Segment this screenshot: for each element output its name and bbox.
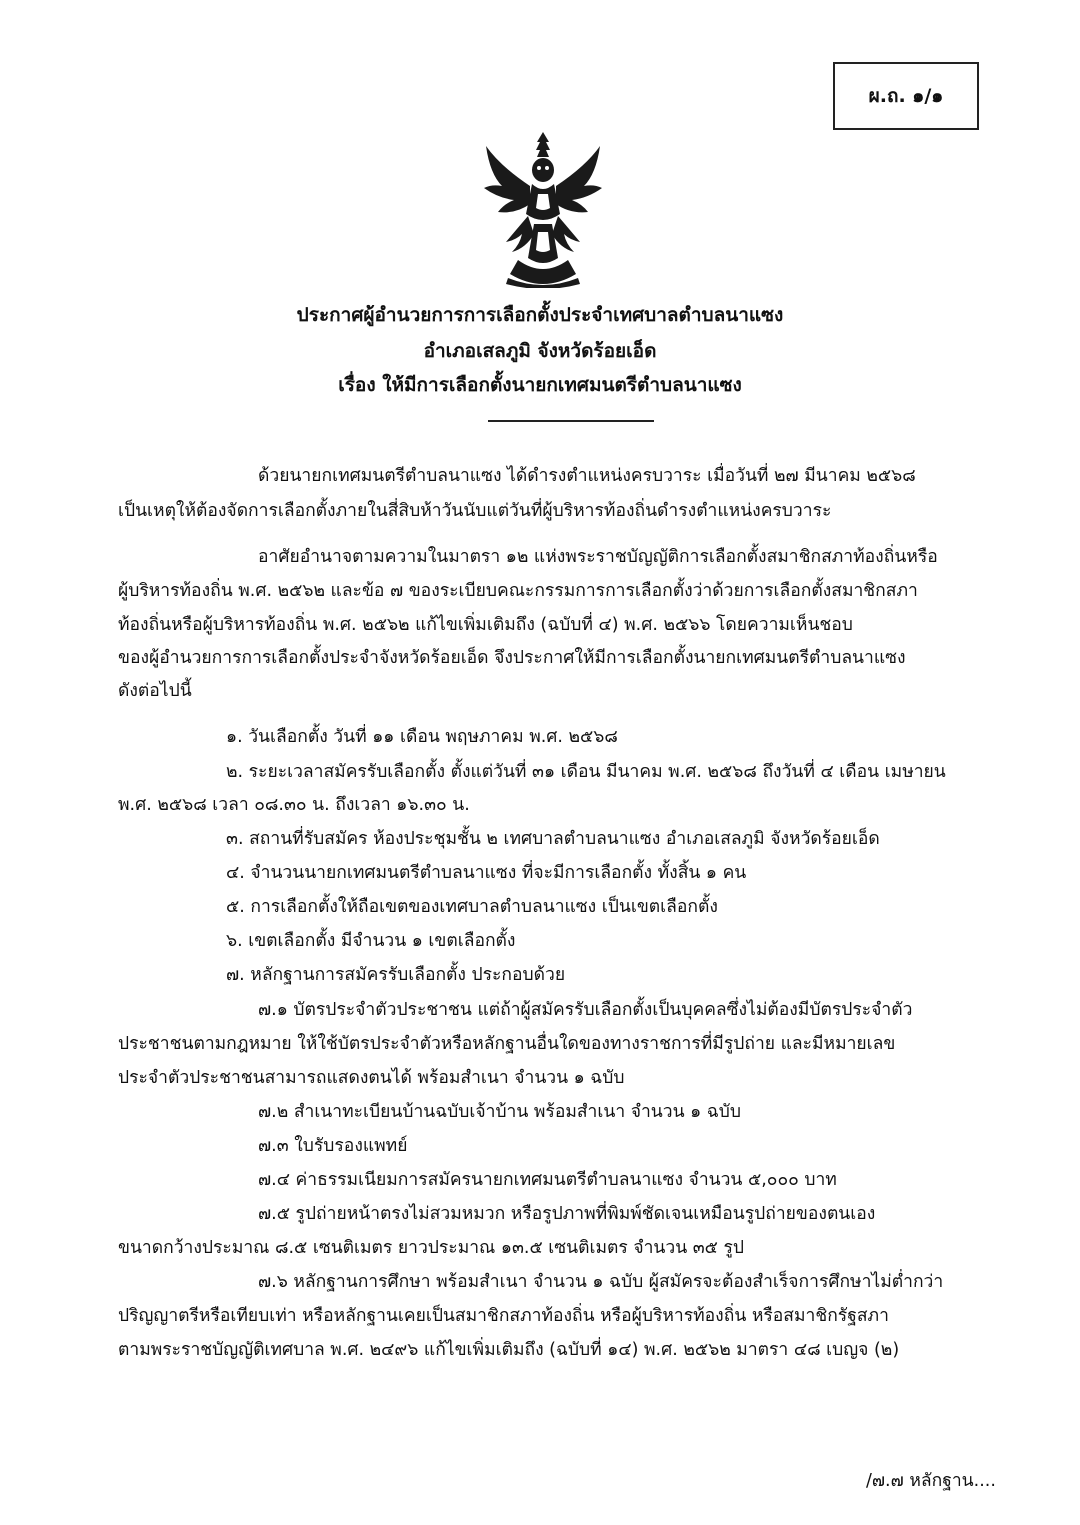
sub-7-5-line-2: ขนาดกว้างประมาณ ๘.๕ เซนติเมตร ยาวประมาณ ๑๓.๕ เซนติเมตร จำนวน ๓๕ รูป xyxy=(118,1238,745,1258)
title-line-1: ประกาศผู้อำนวยการการเลือกตั้งประจำเทศบาลตำบลนาแซง xyxy=(296,304,784,326)
title-line-2: อำเภอเสลภูมิ จังหวัดร้อยเอ็ด xyxy=(423,340,657,362)
title-divider xyxy=(488,420,654,422)
sub-7-6-line-2: ปริญญาตรีหรือเทียบเท่า หรือหลักฐานเคยเป็นสมาชิกสภาท้องถิ่น หรือผู้บริหารท้องถิ่น หรือสมาชิกรัฐสภา xyxy=(118,1306,889,1326)
sub-7-6-line-3: ตามพระราชบัญญัติเทศบาล พ.ศ. ๒๔๙๖ แก้ไขเพิ่มเติมถึง (ฉบับที่ ๑๔) พ.ศ. ๒๕๖๒ มาตรา ๔๘ เบญจ (๒) xyxy=(118,1340,900,1360)
item-3: ๓. สถานที่รับสมัคร ห้องประชุมชั้น ๒ เทศบาลตำบลนาแซง อำเภอเสลภูมิ จังหวัดร้อยเอ็ด xyxy=(226,829,880,849)
para2-line-4: ของผู้อำนวยการการเลือกตั้งประจำจังหวัดร้อยเอ็ด จึงประกาศให้มีการเลือกตั้งนายกเทศมนตรีตำบลนาแซง xyxy=(118,648,906,668)
item-5: ๕. การเลือกตั้งให้ถือเขตของเทศบาลตำบลนาแซง เป็นเขตเลือกตั้ง xyxy=(226,897,718,917)
para2-line-2: ผู้บริหารท้องถิ่น พ.ศ. ๒๕๖๒ และข้อ ๗ ของระเบียบคณะกรรมการการเลือกตั้งว่าด้วยการเลือกตั้งสมาชิกสภา xyxy=(118,581,918,601)
form-code-box: ผ.ถ. ๑/๑ xyxy=(833,62,979,130)
para1-line-1: ด้วยนายกเทศมนตรีตำบลนาแซง ได้ดำรงตำแหน่งครบวาระ เมื่อวันที่ ๒๗ มีนาคม ๒๕๖๘ xyxy=(258,466,916,486)
sub-7-5-line-1: ๗.๕ รูปถ่ายหน้าตรงไม่สวมหมวก หรือรูปภาพที่พิมพ์ชัดเจนเหมือนรูปถ่ายของตนเอง xyxy=(258,1204,876,1224)
sub-7-1-line-3: ประจำตัวประชาชนสามารถแสดงตนได้ พร้อมสำเนา จำนวน ๑ ฉบับ xyxy=(118,1068,625,1088)
item-2-line-2: พ.ศ. ๒๕๖๘ เวลา ๐๘.๓๐ น. ถึงเวลา ๑๖.๓๐ น. xyxy=(118,795,470,815)
garuda-emblem-icon xyxy=(478,128,608,288)
item-6: ๖. เขตเลือกตั้ง มีจำนวน ๑ เขตเลือกตั้ง xyxy=(226,931,516,951)
para1-line-2: เป็นเหตุให้ต้องจัดการเลือกตั้งภายในสี่สิบห้าวันนับแต่วันที่ผู้บริหารท้องถิ่นดำรงตำแหน่งครบวาระ xyxy=(118,501,832,521)
item-7: ๗. หลักฐานการสมัครรับเลือกตั้ง ประกอบด้วย xyxy=(226,965,566,985)
sub-7-4: ๗.๔ ค่าธรรมเนียมการสมัครนายกเทศมนตรีตำบลนาแซง จำนวน ๕,๐๐๐ บาท xyxy=(258,1170,837,1190)
item-4: ๔. จำนวนนายกเทศมนตรีตำบลนาแซง ที่จะมีการเลือกตั้ง ทั้งสิ้น ๑ คน xyxy=(226,863,747,883)
sub-7-1-line-1: ๗.๑ บัตรประจำตัวประชาชน แต่ถ้าผู้สมัครรับเลือกตั้งเป็นบุคคลซึ่งไม่ต้องมีบัตรประจำตัว xyxy=(258,1000,913,1020)
sub-7-2: ๗.๒ สำเนาทะเบียนบ้านฉบับเจ้าบ้าน พร้อมสำเนา จำนวน ๑ ฉบับ xyxy=(258,1102,741,1122)
title-line-3: เรื่อง ให้มีการเลือกตั้งนายกเทศมนตรีตำบลนาแซง xyxy=(338,374,742,396)
sub-7-1-line-2: ประชาชนตามกฎหมาย ให้ใช้บัตรประจำตัวหรือหลักฐานอื่นใดของทางราชการที่มีรูปถ่าย และมีหมายเลข xyxy=(118,1034,896,1054)
para2-line-3: ท้องถิ่นหรือผู้บริหารท้องถิ่น พ.ศ. ๒๕๖๒ แก้ไขเพิ่มเติมถึง (ฉบับที่ ๔) พ.ศ. ๒๕๖๖ โดยความเห็นชอบ xyxy=(118,615,853,635)
para2-line-5: ดังต่อไปนี้ xyxy=(118,681,192,701)
item-2-line-1: ๒. ระยะเวลาสมัครรับเลือกตั้ง ตั้งแต่วันที่ ๓๑ เดือน มีนาคม พ.ศ. ๒๕๖๘ ถึงวันที่ ๔ เดือน เมษายน xyxy=(226,762,946,782)
continuation-note: /๗.๗ หลักฐาน.... xyxy=(866,1471,996,1491)
sub-7-3: ๗.๓ ใบรับรองแพทย์ xyxy=(258,1136,408,1156)
para2-line-1: อาศัยอำนาจตามความในมาตรา ๑๒ แห่งพระราชบัญญัติการเลือกตั้งสมาชิกสภาท้องถิ่นหรือ xyxy=(258,547,938,567)
sub-7-6-line-1: ๗.๖ หลักฐานการศึกษา พร้อมสำเนา จำนวน ๑ ฉบับ ผู้สมัครจะต้องสำเร็จการศึกษาไม่ต่ำกว่า xyxy=(258,1272,944,1292)
item-1: ๑. วันเลือกตั้ง วันที่ ๑๑ เดือน พฤษภาคม พ.ศ. ๒๕๖๘ xyxy=(226,727,618,747)
